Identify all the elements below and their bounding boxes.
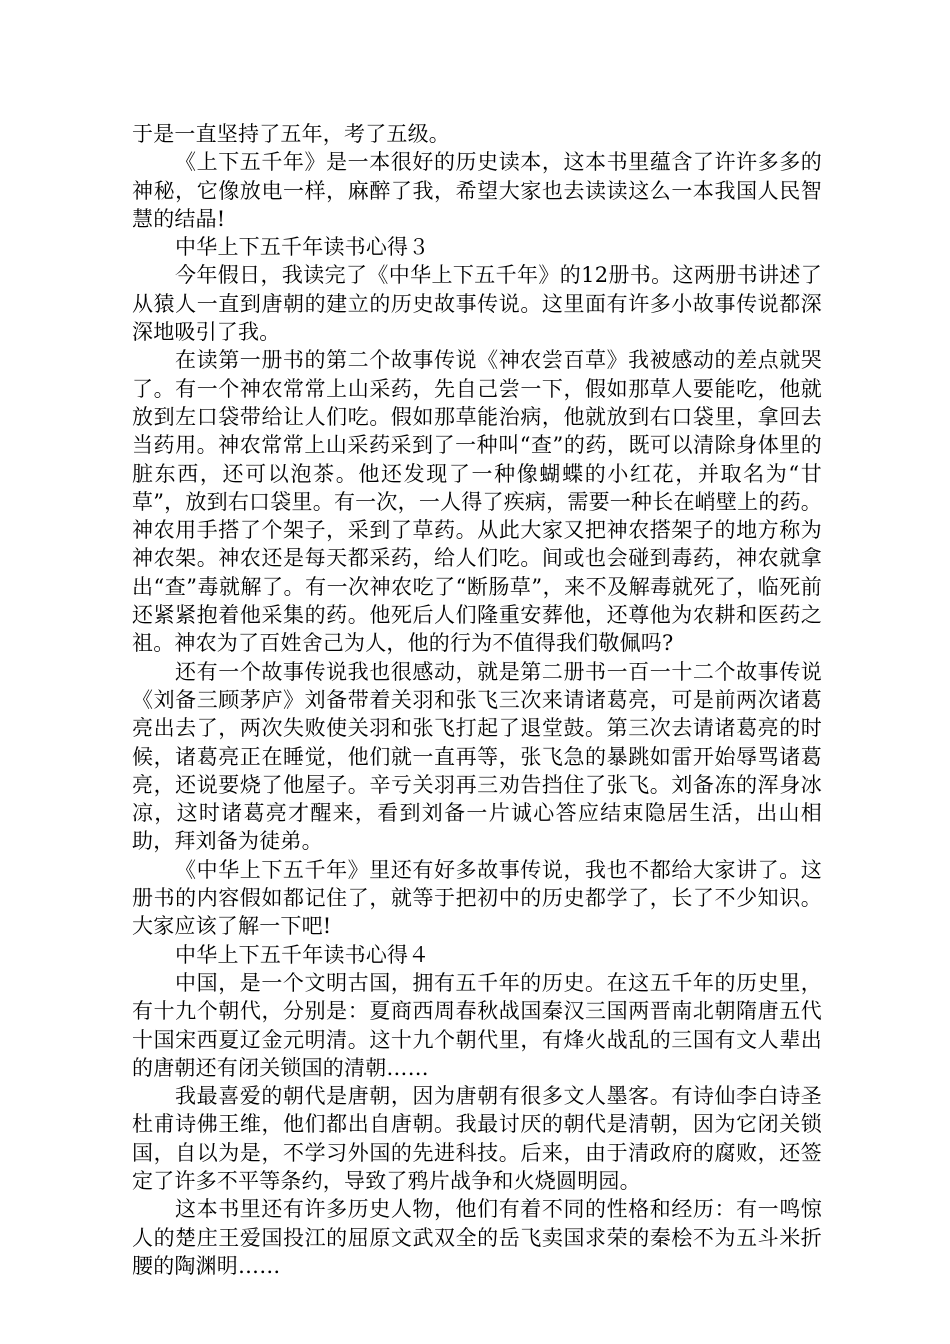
section-heading-3: 中华上下五千年读书心得３: [175, 235, 430, 260]
section-heading-4: 中华上下五千年读书心得４: [175, 942, 430, 967]
paragraph-continuation: 于是一直坚持了五年，考了五级。: [132, 122, 450, 146]
paragraph-book-conclusion: 《中华上下五千年》里还有好多故事传说，我也不都给大家讲了。这册书的内容假如都记住了，就等于把初中的历史都学了，长了不少知识。大家应该了解一下吧!: [132, 857, 822, 939]
document-body: [132, 120, 822, 1280]
paragraph-holiday-reading: 今年假日，我读完了《中华上下五千年》的12册书。这两册书讲述了从猿人一直到唐朝的建立的历史故事传说。这里面有许多小故事传说都深深地吸引了我。: [132, 263, 822, 345]
paragraph-shennong-story: 在读第一册书的第二个故事传说《神农尝百草》我被感动的差点就哭了。有一个神农常常上山采药，先自己尝一下，假如那草人要能吃，他就放到左口袋带给让人们吃。假如那草能治病，他就放到右口袋里，拿回去当药用。神农常常上山采药采到了一种叫“查”的药，既可以清除身体里的脏东西，还可以泡茶。他还发现了一种像蝴蝶的小红花，并取名为“甘草”，放到右口袋里。有一次，一人得了疾病，需要一种长在峭壁上的药。神农用手搭了个架子，采到了草药。从此大家又把神农搭架子的地方称为神农架。神农还是每天都采药，给人们吃。间或也会碰到毒药，神农就拿出“查”毒就解了。有一次神农吃了“断肠草”，来不及解毒就死了，临死前还紧紧抱着他采集的药。他死后人们隆重安葬他，还尊他为农耕和医药之祖。神农为了百姓舍己为人，他的行为不值得我们敬佩吗?: [132, 348, 822, 656]
paragraph-favorite-dynasty: 我最喜爱的朝代是唐朝，因为唐朝有很多文人墨客。有诗仙李白诗圣杜甫诗佛王维，他们都出自唐朝。我最讨厌的朝代是清朝，因为它闭关锁国，自以为是，不学习外国的先进科技。后来，由于清政府的腐败，还签定了许多不平等条约，导致了鸦片战争和火烧圆明园。: [132, 1084, 822, 1193]
paragraph-historical-figures: 这本书里还有许多历史人物，他们有着不同的性格和经历：有一鸣惊人的楚庄王爱国投江的屈原文武双全的岳飞卖国求荣的秦桧不为五斗米折腰的陶渊明……: [132, 1197, 822, 1278]
paragraph-review-summary: 《上下五千年》是一本很好的历史读本，这本书里蕴含了许许多多的神秘，它像放电一样，麻醉了我，希望大家也去读读这么一本我国人民智慧的结晶!: [132, 150, 822, 231]
paragraph-liubei-story: 还有一个故事传说我也很感动，就是第二册书一百一十二个故事传说《刘备三顾茅庐》刘备带着关羽和张飞三次来请诸葛亮，可是前两次诸葛亮出去了，两次失败使关羽和张飞打起了退堂鼓。第三次去请诸葛亮的时候，诸葛亮正在睡觉，他们就一直再等，张飞急的暴跳如雷开始辱骂诸葛亮，还说要烧了他屋子。辛亏关羽再三劝告挡住了张飞。刘备冻的浑身冰凉，这时诸葛亮才醒来，看到刘备一片诚心答应结束隐居生活，出山相助，拜刘备为徒弟。: [132, 659, 822, 854]
paragraph-dynasties: 中国，是一个文明古国，拥有五千年的历史。在这五千年的历史里，有十九个朝代，分别是：夏商西周春秋战国秦汉三国两晋南北朝隋唐五代十国宋西夏辽金元明清。这十九个朝代里，有烽火战乱的三国有文人辈出的唐朝还有闭关锁国的清朝……: [132, 970, 822, 1080]
